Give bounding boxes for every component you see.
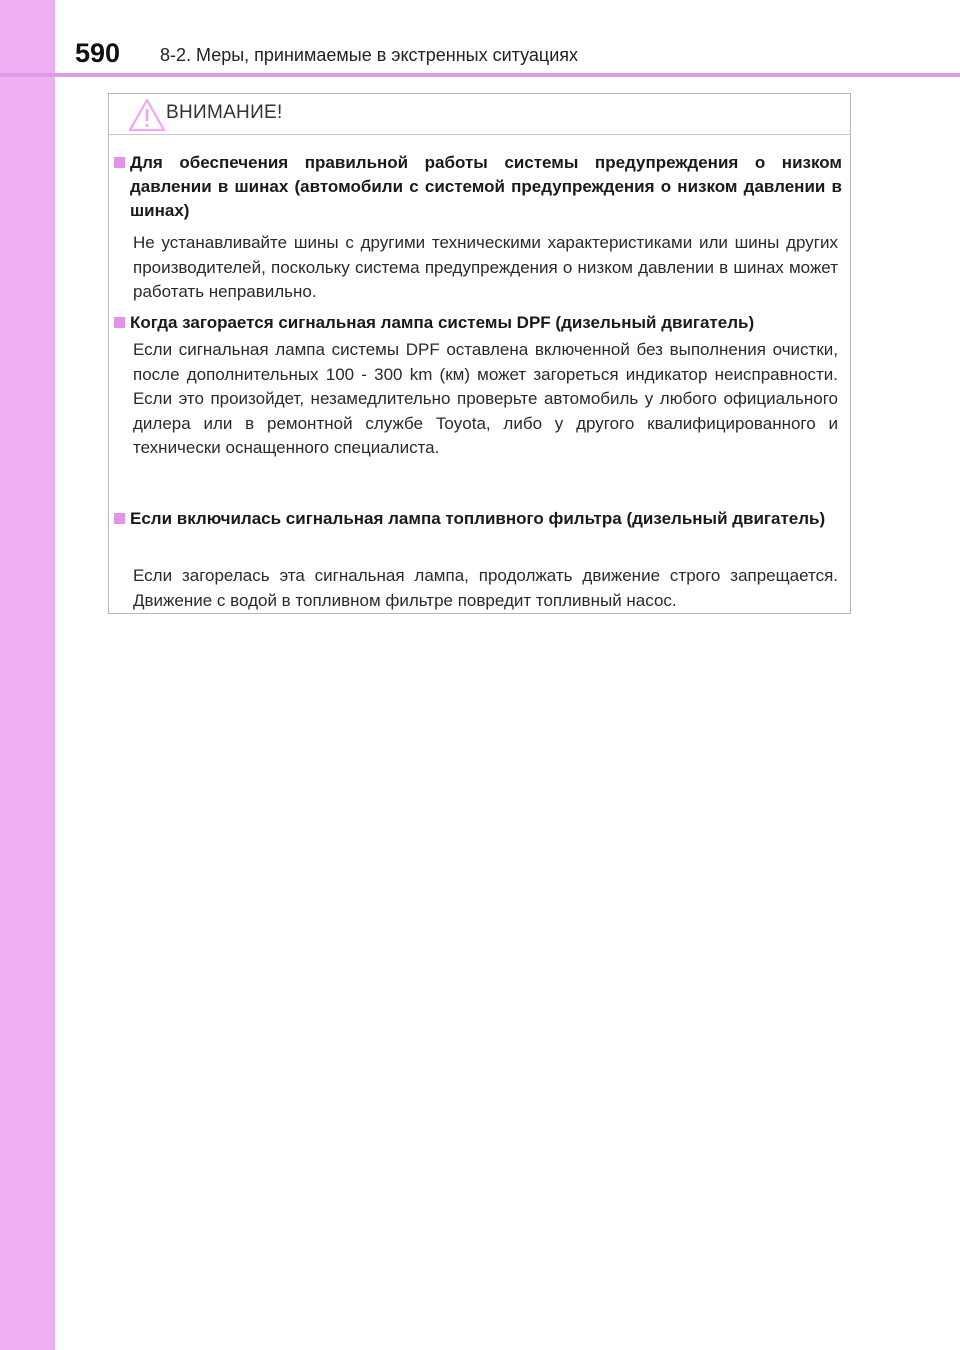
warning-title: ВНИМАНИЕ! xyxy=(166,102,283,123)
side-color-band xyxy=(0,0,55,1350)
section-heading: Для обеспечения правильной работы системы предупреждения о низком давлении в шинах (автомобили с системой предупреждения о низком давлении в шинах) xyxy=(130,153,842,220)
chapter-title: 8-2. Меры, принимаемые в экстренных ситуациях xyxy=(160,45,579,65)
page-number: 590 xyxy=(75,38,121,68)
warning-box xyxy=(108,93,851,614)
section-heading: Когда загорается сигнальная лампа системы DPF (дизельный двигатель) xyxy=(130,313,755,332)
section-heading: Если включилась сигнальная лампа топливного фильтра (дизельный двигатель) xyxy=(130,509,826,528)
warning-header xyxy=(109,94,850,135)
header-divider xyxy=(0,73,960,77)
section-body: Не устанавливайте шины с другими техническими характеристиками или шины других производителей, поскольку система предупреждения о низком давлении в шинах может работать неправильно. xyxy=(133,233,838,301)
section-body: Если сигнальная лампа системы DPF оставлена включенной без выполнения очистки, после дополнительных 100 - 300 km (км) может загореться индикатор неисправности. Если это произойдет, незамедлительно проверьте автомобиль у любого официального дилера или в ремонтной службе Toyota, либо у другого квалифицированного и технически оснащенного специалиста. xyxy=(133,340,838,457)
bullet-square-icon xyxy=(114,317,125,328)
bullet-square-icon xyxy=(114,157,125,168)
section-body: Если загорелась эта сигнальная лампа, продолжать движение строго запрещается. Движение с водой в топливном фильтре повредит топливный насос. xyxy=(133,566,838,610)
warning-triangle-icon xyxy=(127,97,167,133)
page-header xyxy=(0,0,960,78)
bullet-square-icon xyxy=(114,513,125,524)
